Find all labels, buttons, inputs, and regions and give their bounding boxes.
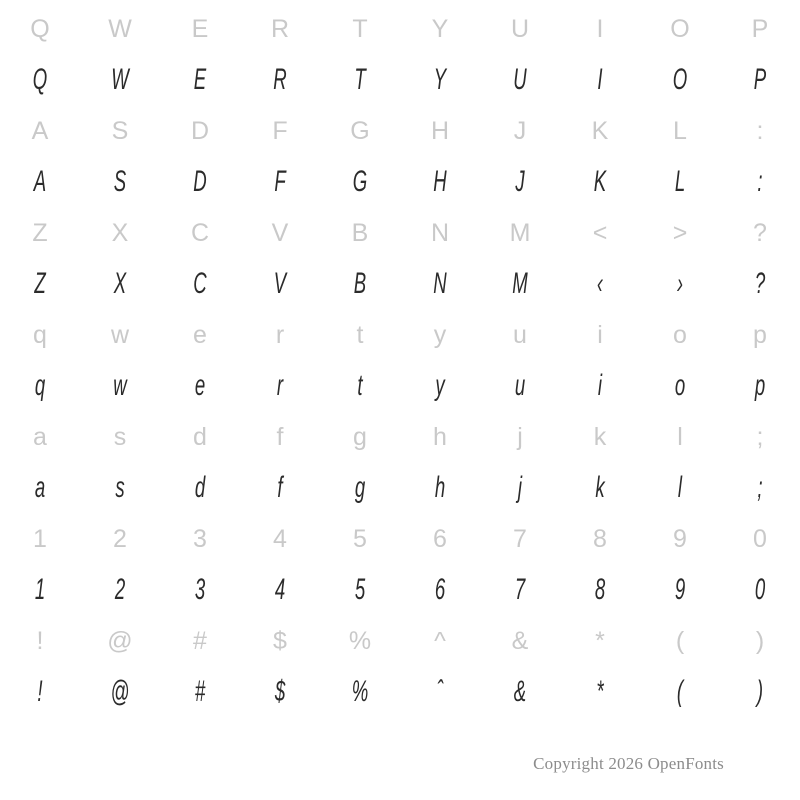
specimen-row <box>0 54 800 106</box>
specimen-glyph: j <box>517 471 523 504</box>
reference-glyph: t <box>356 320 364 349</box>
specimen-row <box>0 666 800 718</box>
reference-glyph: 1 <box>33 524 47 553</box>
reference-glyph: # <box>193 626 207 655</box>
reference-glyph: u <box>513 320 527 349</box>
specimen-glyph: s <box>115 471 125 504</box>
specimen-glyph: F <box>274 165 286 198</box>
reference-glyph: 6 <box>433 524 447 553</box>
reference-row <box>0 4 800 54</box>
specimen-glyph: 4 <box>274 573 286 606</box>
specimen-row <box>0 360 800 412</box>
specimen-glyph: 6 <box>434 573 446 606</box>
specimen-glyph: U <box>513 63 527 96</box>
specimen-glyph: 9 <box>674 573 686 606</box>
reference-glyph: ^ <box>434 626 446 655</box>
specimen-glyph: T <box>354 63 366 96</box>
reference-glyph: 4 <box>273 524 287 553</box>
specimen-glyph: @ <box>110 675 130 708</box>
reference-glyph: M <box>509 218 531 247</box>
reference-glyph: 8 <box>593 524 607 553</box>
copyright-text: Copyright 2026 OpenFonts <box>533 754 724 773</box>
specimen-glyph: K <box>593 165 607 198</box>
reference-glyph: Z <box>32 218 48 247</box>
reference-glyph: ( <box>675 626 685 655</box>
specimen-glyph: % <box>351 675 369 708</box>
reference-glyph: 3 <box>193 524 207 553</box>
specimen-glyph: J <box>515 165 525 198</box>
specimen-glyph: r <box>276 369 284 402</box>
specimen-glyph: f <box>277 471 283 504</box>
specimen-glyph: u <box>514 369 526 402</box>
specimen-glyph: y <box>435 369 445 402</box>
reference-glyph: a <box>33 422 47 451</box>
reference-glyph: o <box>673 320 687 349</box>
reference-glyph: q <box>33 320 47 349</box>
specimen-glyph: D <box>193 165 207 198</box>
specimen-glyph: L <box>674 165 686 198</box>
specimen-glyph: h <box>434 471 446 504</box>
specimen-glyph: * <box>596 675 604 708</box>
specimen-glyph: 5 <box>354 573 366 606</box>
reference-glyph: g <box>353 422 367 451</box>
specimen-glyph: O <box>672 63 688 96</box>
reference-glyph: w <box>110 320 130 349</box>
specimen-glyph: ˆ <box>436 675 444 708</box>
reference-glyph: l <box>677 422 683 451</box>
specimen-glyph: E <box>193 63 207 96</box>
reference-glyph: ) <box>755 626 765 655</box>
reference-glyph: ! <box>36 626 44 655</box>
reference-glyph: D <box>190 116 210 145</box>
specimen-glyph: $ <box>274 675 286 708</box>
specimen-glyph: i <box>597 369 603 402</box>
reference-glyph: y <box>433 320 447 349</box>
specimen-glyph: ! <box>37 675 43 708</box>
reference-row <box>0 412 800 462</box>
specimen-glyph: S <box>113 165 127 198</box>
reference-row <box>0 616 800 666</box>
specimen-glyph: I <box>597 63 603 96</box>
reference-glyph: V <box>271 218 289 247</box>
reference-glyph: 7 <box>513 524 527 553</box>
reference-glyph: 5 <box>353 524 367 553</box>
specimen-glyph: Y <box>433 63 447 96</box>
reference-glyph: L <box>673 116 687 145</box>
reference-row <box>0 310 800 360</box>
reference-glyph: i <box>597 320 603 349</box>
reference-glyph: j <box>517 422 523 451</box>
specimen-glyph: ? <box>754 267 766 300</box>
reference-row <box>0 514 800 564</box>
specimen-glyph: ( <box>676 675 684 708</box>
reference-glyph: ; <box>756 422 764 451</box>
reference-glyph: R <box>270 14 290 43</box>
reference-glyph: E <box>191 14 209 43</box>
reference-glyph: F <box>272 116 288 145</box>
specimen-glyph: ) <box>756 675 764 708</box>
specimen-glyph: ; <box>757 471 763 504</box>
specimen-glyph: k <box>595 471 605 504</box>
specimen-glyph: M <box>512 267 528 300</box>
reference-glyph: $ <box>273 626 287 655</box>
reference-glyph: W <box>108 14 132 43</box>
reference-glyph: J <box>513 116 527 145</box>
reference-glyph: C <box>190 218 210 247</box>
specimen-glyph: q <box>34 369 46 402</box>
specimen-glyph: a <box>34 471 46 504</box>
specimen-glyph: t <box>357 369 363 402</box>
specimen-glyph: : <box>757 165 763 198</box>
reference-glyph: f <box>276 422 284 451</box>
reference-glyph: T <box>352 14 368 43</box>
reference-glyph: p <box>753 320 767 349</box>
specimen-row <box>0 564 800 616</box>
specimen-glyph: w <box>113 369 127 402</box>
reference-glyph: G <box>350 116 370 145</box>
specimen-glyph: X <box>113 267 127 300</box>
specimen-glyph: e <box>194 369 206 402</box>
specimen-glyph: P <box>753 63 767 96</box>
reference-glyph: > <box>672 218 688 247</box>
specimen-glyph: B <box>353 267 367 300</box>
specimen-glyph: Z <box>34 267 46 300</box>
specimen-glyph: W <box>111 63 129 96</box>
specimen-glyph: A <box>33 165 47 198</box>
reference-glyph: d <box>193 422 207 451</box>
specimen-glyph: 0 <box>754 573 766 606</box>
reference-glyph: S <box>111 116 129 145</box>
specimen-row <box>0 156 800 208</box>
reference-glyph: 9 <box>673 524 687 553</box>
reference-glyph: P <box>751 14 769 43</box>
specimen-glyph: 2 <box>114 573 126 606</box>
footer <box>0 754 800 774</box>
reference-glyph: Q <box>30 14 50 43</box>
specimen-glyph: N <box>433 267 447 300</box>
specimen-glyph: 7 <box>514 573 526 606</box>
reference-glyph: B <box>351 218 369 247</box>
specimen-glyph: l <box>677 471 683 504</box>
reference-glyph: U <box>510 14 530 43</box>
reference-glyph: 2 <box>113 524 127 553</box>
reference-glyph: % <box>348 626 372 655</box>
reference-glyph: < <box>592 218 608 247</box>
reference-glyph: A <box>31 116 49 145</box>
reference-glyph: X <box>111 218 129 247</box>
specimen-row <box>0 462 800 514</box>
specimen-glyph: › <box>676 267 684 300</box>
reference-row <box>0 208 800 258</box>
reference-glyph: e <box>193 320 207 349</box>
specimen-glyph: R <box>273 63 287 96</box>
specimen-glyph: ‹ <box>596 267 604 300</box>
specimen-glyph: o <box>674 369 686 402</box>
specimen-glyph: 3 <box>194 573 206 606</box>
specimen-glyph: p <box>754 369 766 402</box>
specimen-row <box>0 258 800 310</box>
reference-glyph: : <box>756 116 764 145</box>
reference-glyph: H <box>430 116 450 145</box>
specimen-glyph: # <box>194 675 206 708</box>
reference-glyph: 0 <box>753 524 767 553</box>
specimen-glyph: Q <box>32 63 48 96</box>
specimen-glyph: H <box>433 165 447 198</box>
reference-glyph: s <box>113 422 127 451</box>
reference-glyph: * <box>595 626 605 655</box>
specimen-glyph: 1 <box>34 573 46 606</box>
reference-row <box>0 106 800 156</box>
specimen-glyph: & <box>513 675 527 708</box>
specimen-glyph: G <box>352 165 368 198</box>
reference-glyph: & <box>511 626 529 655</box>
reference-glyph: Y <box>431 14 449 43</box>
reference-glyph: r <box>275 320 285 349</box>
reference-glyph: k <box>593 422 607 451</box>
specimen-glyph: C <box>193 267 207 300</box>
reference-glyph: @ <box>107 626 133 655</box>
reference-glyph: N <box>430 218 450 247</box>
reference-glyph: I <box>596 14 604 43</box>
specimen-glyph: 8 <box>594 573 606 606</box>
reference-glyph: K <box>591 116 609 145</box>
specimen-glyph: V <box>273 267 287 300</box>
specimen-glyph: g <box>354 471 366 504</box>
reference-glyph: ? <box>753 218 767 247</box>
specimen-glyph: d <box>194 471 206 504</box>
reference-glyph: h <box>433 422 447 451</box>
reference-glyph: O <box>670 14 690 43</box>
